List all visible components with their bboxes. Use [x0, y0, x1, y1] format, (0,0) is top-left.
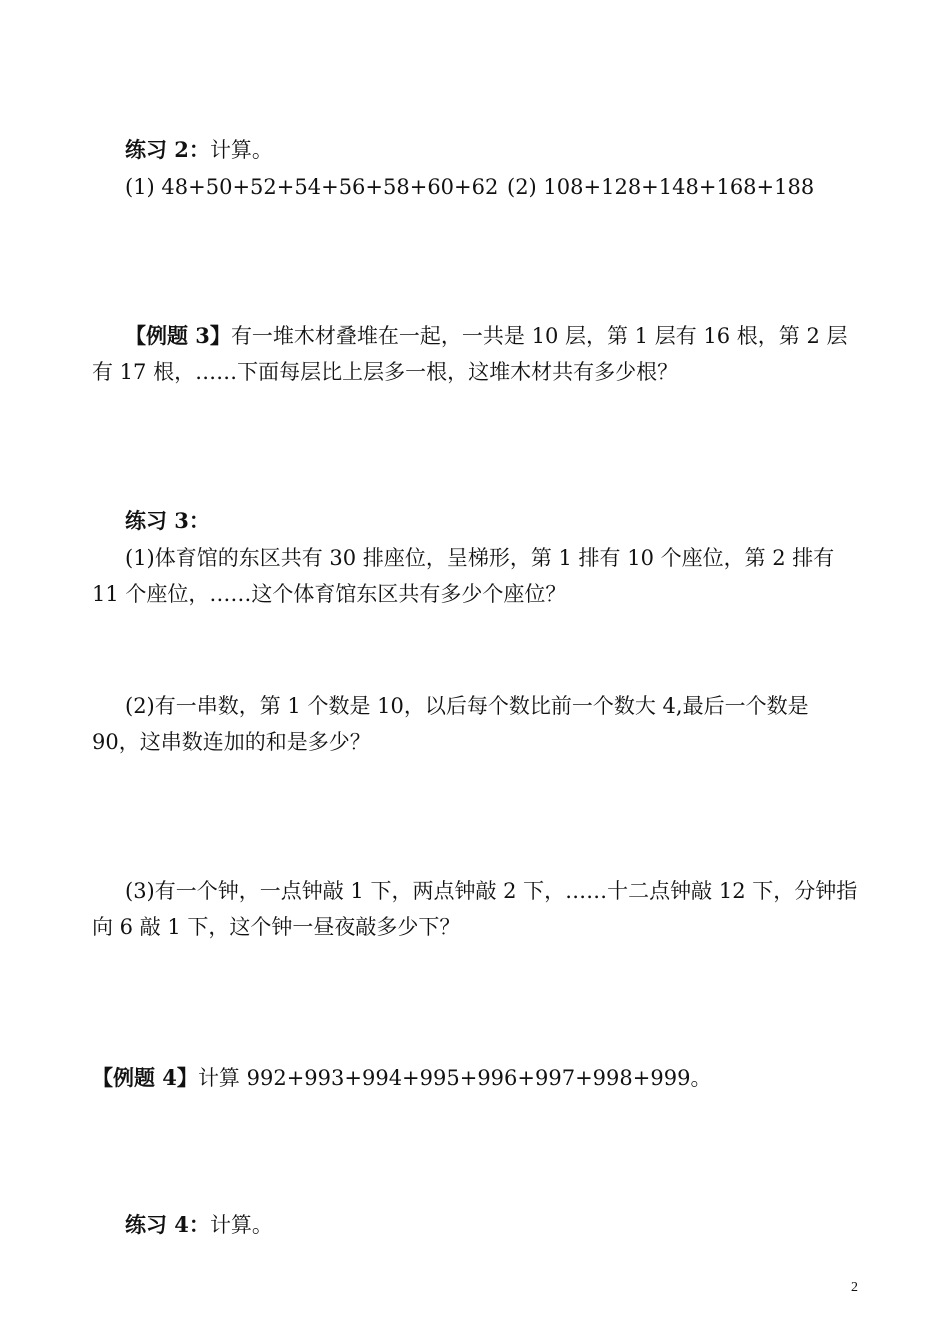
practice-2-item-1: (1) 48+50+52+54+56+58+60+62 — [125, 175, 499, 199]
practice-3-heading-line — [92, 503, 862, 539]
example-3-paragraph — [92, 318, 862, 390]
example-4-paragraph — [92, 1060, 862, 1096]
example-4-heading: 【例题 4】 — [92, 1065, 198, 1090]
practice-3-question-1: (1)体育馆的东区共有 30 排座位，呈梯形，第 1 排有 10 个座位，第 2 排有 11 个座位，……这个体育馆东区共有多少个座位？ — [92, 546, 835, 606]
practice-2-item-2: (2) 108+128+148+168+188 — [507, 175, 815, 199]
example-3-text: 有一堆木材叠堆在一起，一共是 10 层，第 1 层有 16 根，第 2 层有 17 根，……下面每层比上层多一根，这堆木材共有多少根？ — [92, 324, 848, 384]
practice-4-heading: 练习 4： — [125, 1212, 210, 1237]
practice-2-heading-line — [92, 132, 862, 168]
practice-4-instruction: 计算。 — [209, 1213, 273, 1237]
example-4-text: 计算 992+993+994+995+996+997+998+999。 — [197, 1066, 712, 1090]
practice-3-question-2: (2)有一串数，第 1 个数是 10，以后每个数比前一个数大 4,最后一个数是 90，这串数连加的和是多少？ — [92, 694, 809, 754]
practice-3-heading: 练习 3： — [125, 508, 210, 533]
page-number: 2 — [851, 1280, 858, 1295]
practice-4-heading-line — [92, 1207, 862, 1243]
practice-2-instruction: 计算。 — [209, 138, 273, 162]
example-3-heading: 【例题 3】 — [125, 323, 231, 348]
practice-3-question-3: (3)有一个钟，一点钟敲 1 下，两点钟敲 2 下，……十二点钟敲 12 下，分钟指向 6 敲 1 下，这个钟一昼夜敲多少下？ — [92, 879, 858, 939]
practice-2-heading: 练习 2： — [125, 137, 210, 162]
